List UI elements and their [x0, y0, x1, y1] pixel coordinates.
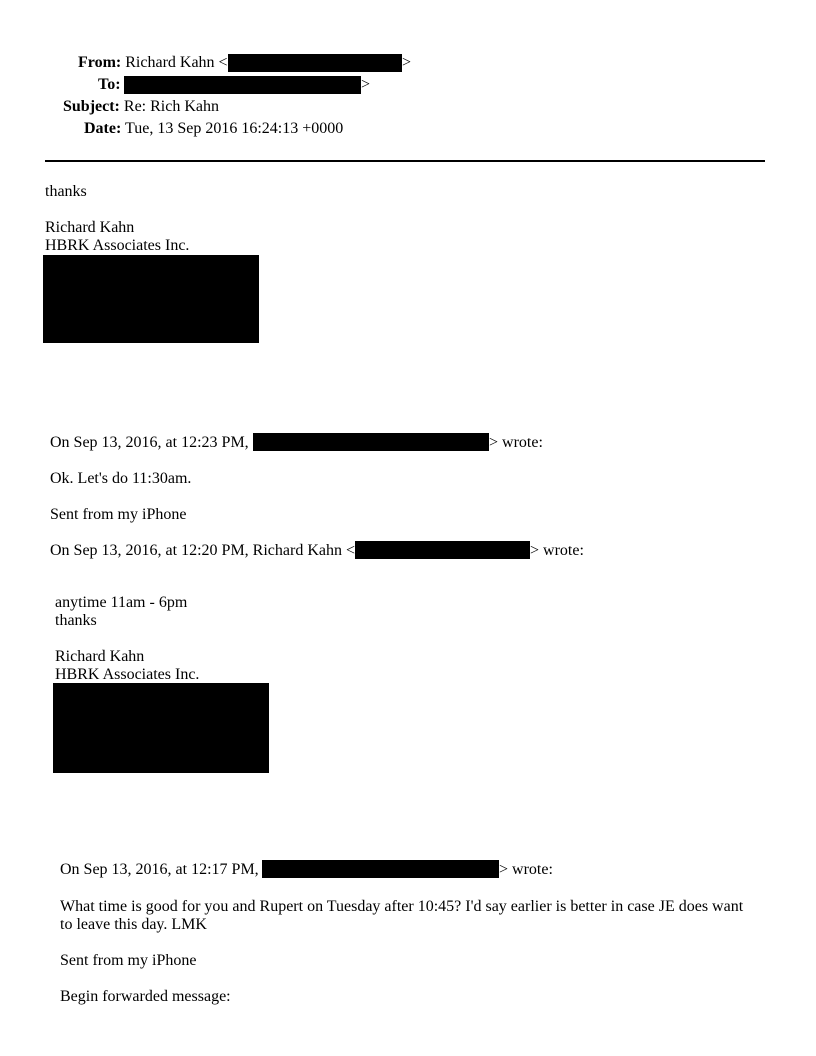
to-close: >: [361, 76, 371, 93]
redaction-quote2-email: [355, 541, 530, 559]
to-label: To:: [98, 76, 121, 93]
subject-row: [63, 98, 219, 116]
signature-name: Richard Kahn: [45, 219, 135, 236]
subject-value: Re: Rich Kahn: [123, 98, 219, 115]
redaction-signature-block: [43, 255, 259, 343]
quote2-signature-name: Richard Kahn: [55, 648, 145, 665]
to-row: [98, 76, 121, 94]
quote1-sent: Sent from my iPhone: [50, 506, 187, 523]
signature-company: HBRK Associates Inc.: [45, 237, 190, 254]
from-value: Richard Kahn <: [125, 54, 228, 71]
reply-text: thanks: [45, 183, 87, 200]
date-row: [84, 120, 343, 138]
redaction-quote1-sender: [253, 433, 489, 451]
from-label: From:: [78, 54, 122, 71]
subject-label: Subject:: [63, 98, 120, 115]
from-row: [78, 54, 228, 72]
quote2-signature-company: HBRK Associates Inc.: [55, 666, 200, 683]
quote3-attribution-prefix: On Sep 13, 2016, at 12:17 PM,: [60, 861, 259, 878]
redaction-quote3-sender: [262, 860, 499, 878]
from-close: >: [402, 54, 412, 71]
redaction-quote2-signature-block: [53, 683, 269, 773]
quote2-line2: thanks: [55, 612, 97, 629]
redaction-to-email: [124, 76, 361, 94]
header-divider: [45, 160, 765, 162]
quote2-attribution-suffix: > wrote:: [530, 542, 584, 559]
quote3-attribution-suffix: > wrote:: [499, 861, 553, 878]
quote2-line1: anytime 11am - 6pm: [55, 594, 188, 611]
quote1-text: Ok. Let's do 11:30am.: [50, 470, 192, 487]
quote3-sent: Sent from my iPhone: [60, 952, 197, 969]
quote3-text-line1: What time is good for you and Rupert on Tuesday after 10:45? I'd say earlier is better in case JE does want: [60, 898, 744, 915]
date-value: Tue, 13 Sep 2016 16:24:13 +0000: [125, 120, 344, 137]
quote1-attribution-prefix: On Sep 13, 2016, at 12:23 PM,: [50, 434, 249, 451]
quote2-attribution-prefix: On Sep 13, 2016, at 12:20 PM, Richard Kahn <: [50, 542, 355, 559]
quote3-text-line2: to leave this day. LMK: [60, 916, 207, 933]
quote1-attribution-suffix: > wrote:: [489, 434, 543, 451]
redaction-from-email: [228, 54, 402, 72]
date-label: Date:: [84, 120, 122, 137]
quote3-forwarded: Begin forwarded message:: [60, 988, 231, 1005]
